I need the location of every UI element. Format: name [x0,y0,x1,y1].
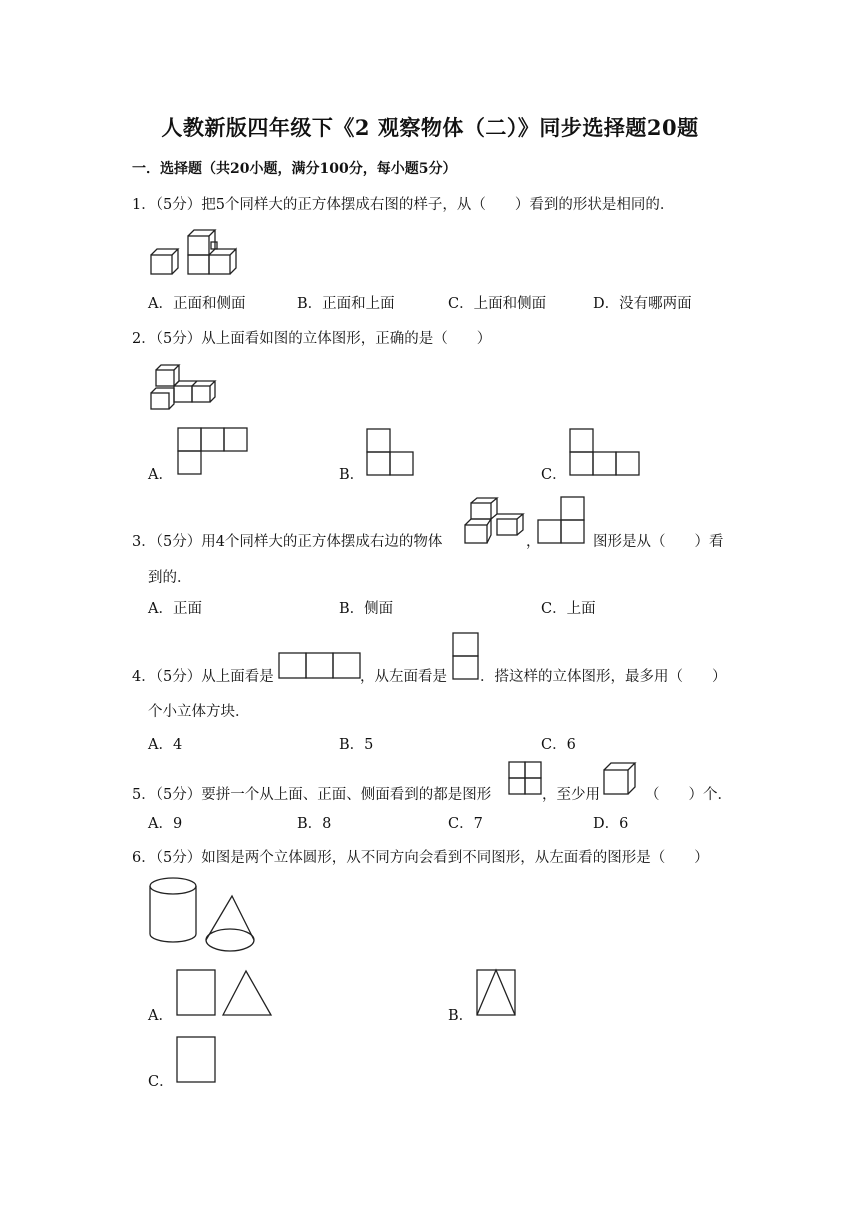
question-2-number: 2．（5分） [132,331,202,347]
question-4-left-view [452,632,480,680]
q6-option-b-figure [476,969,518,1017]
q2-option-a-grid [177,427,249,475]
question-3-number: 3．（5分） [132,534,202,550]
question-4-text-a: 从上面看是 [201,669,274,685]
q6-option-b[interactable]: B． [448,1008,474,1024]
q1-option-a[interactable]: A．正面和侧面 [148,296,246,312]
question-5-text-c: （ ）个． [645,787,732,803]
q4-option-a[interactable]: A．4 [148,737,183,753]
q4-option-c[interactable]: C．6 [541,737,576,753]
question-3-text-d: 到的． [148,570,192,586]
question-5-square-figure [508,761,544,797]
q4-option-b[interactable]: B．5 [339,737,374,753]
q5-option-d[interactable]: D．6 [593,816,629,832]
q1-option-b[interactable]: B．正面和上面 [297,296,395,312]
q2-option-a[interactable]: A． [148,467,173,483]
question-5-text-b: ，至少用 [542,787,600,803]
question-3-cube-figure [463,495,525,545]
question-5-number: 5．（5分） [132,787,202,803]
q2-option-c[interactable]: C． [541,467,567,483]
question-5-line-1 [132,783,491,804]
question-5-cube-icon [602,761,640,797]
question-3-text-b: ， [526,534,541,550]
question-3-text-a: 用4个同样大的正方体摆成右边的物体 [201,534,443,550]
q3-option-c[interactable]: C．上面 [541,601,596,617]
q5-option-b[interactable]: B．8 [297,816,332,832]
question-4-text-d: 个小立体方块． [148,704,250,720]
question-5-text-a: 要拼一个从上面、正面、侧面看到的都是图形 [201,787,492,803]
question-4-text-b: ，从左面看是 [360,669,447,685]
question-2-text: 从上面看如图的立体图形，正确的是（ ） [201,331,492,347]
q2-option-c-grid [569,428,641,476]
question-3-view-figure [537,496,587,546]
question-3-line-1 [132,530,442,551]
question-1 [132,193,674,214]
q1-option-d[interactable]: D．没有哪两面 [593,296,692,312]
q5-option-c[interactable]: C．7 [448,816,483,832]
question-3-text-c: 图形是从（ ）看 [593,534,724,550]
question-4-line-1 [132,665,274,686]
q2-option-b[interactable]: B． [339,467,365,483]
q1-option-c[interactable]: C．上面和侧面 [448,296,547,312]
question-4-top-view [278,652,362,680]
question-2-cube-figure [148,360,220,412]
q3-option-b[interactable]: B．侧面 [339,601,394,617]
page-title: 人教新版四年级下《2 观察物体（二）》同步选择题20题 [161,115,699,140]
question-2 [132,327,491,348]
question-4-number: 4．（5分） [132,669,202,685]
q6-option-c-figure [176,1036,218,1084]
question-4-text-c: ．搭这样的立体图形，最多用（ ） [480,669,727,685]
question-6-text: 如图是两个立体圆形，从不同方向会看到不同图形，从左面看的图形是（ ） [201,850,709,866]
question-6-number: 6．（5分） [132,850,202,866]
q5-option-a[interactable]: A．9 [148,816,183,832]
question-6 [132,846,709,867]
question-1-number: 1．（5分） [132,197,202,213]
q3-option-a[interactable]: A．正面 [148,601,202,617]
question-6-cylinder-cone-figure [148,876,260,958]
question-1-text: 把5个同样大的正方体摆成右图的样子，从（ ）看到的形状是相同的． [201,197,675,213]
q6-option-a[interactable]: A． [148,1008,173,1024]
q2-option-b-grid [366,428,416,476]
q6-option-a-figure [176,969,274,1017]
q6-option-c[interactable]: C． [148,1074,174,1090]
question-1-cube-figure [148,226,243,276]
section-heading: 一．选择题（共20小题，满分100分，每小题5分） [132,161,457,177]
